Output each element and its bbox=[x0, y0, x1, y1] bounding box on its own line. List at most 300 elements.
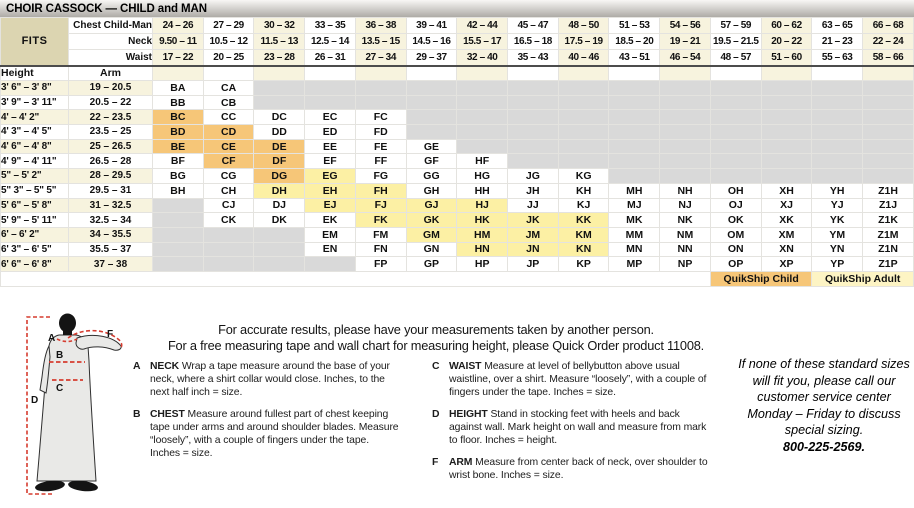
no-size-cell bbox=[153, 257, 204, 272]
measure-range: 24 – 26 bbox=[153, 18, 204, 34]
no-size-cell bbox=[660, 154, 711, 169]
measure-range: 17 – 22 bbox=[153, 50, 204, 66]
measure-range: 15.5 – 17 bbox=[457, 34, 508, 50]
size-code-CD: CD bbox=[203, 125, 254, 140]
size-code-EF: EF bbox=[305, 154, 356, 169]
measure-range: 13.5 – 15 bbox=[355, 34, 406, 50]
no-size-cell bbox=[609, 125, 660, 140]
size-code-GM: GM bbox=[406, 227, 457, 242]
height-range: 5' 6" – 5' 8" bbox=[1, 198, 69, 213]
no-size-cell bbox=[609, 169, 660, 184]
size-code-XH: XH bbox=[761, 183, 812, 198]
measure-range: 21 – 23 bbox=[812, 34, 863, 50]
measure-range: 11.5 – 13 bbox=[254, 34, 305, 50]
no-size-cell bbox=[406, 81, 457, 96]
no-size-cell bbox=[508, 95, 559, 110]
size-code-EJ: EJ bbox=[305, 198, 356, 213]
marker-c-label: C bbox=[56, 383, 64, 394]
height-range: 6' – 6' 2" bbox=[1, 227, 69, 242]
no-size-cell bbox=[761, 110, 812, 125]
size-code-FD: FD bbox=[355, 125, 406, 140]
size-code-JH: JH bbox=[508, 183, 559, 198]
no-size-cell bbox=[203, 227, 254, 242]
header-spacer-cell bbox=[153, 66, 204, 81]
no-size-cell bbox=[254, 242, 305, 257]
no-size-cell bbox=[812, 81, 863, 96]
size-code-DK: DK bbox=[254, 213, 305, 228]
instruction-chest: B CHEST Measure around fullest part of chest keeping tape under arms and around shoulder blades. Measure “loosely”, with a couple of fingers under the tape. Inches = size. bbox=[133, 409, 399, 459]
no-size-cell bbox=[558, 81, 609, 96]
size-code-NH: NH bbox=[660, 183, 711, 198]
no-size-cell bbox=[710, 110, 761, 125]
size-code-NJ: NJ bbox=[660, 198, 711, 213]
size-code-ED: ED bbox=[305, 125, 356, 140]
size-code-ON: ON bbox=[710, 242, 761, 257]
no-size-cell bbox=[660, 125, 711, 140]
size-code-Z1J: Z1J bbox=[863, 198, 914, 213]
size-code-FF: FF bbox=[355, 154, 406, 169]
size-code-YN: YN bbox=[812, 242, 863, 257]
header-spacer-cell bbox=[710, 66, 761, 81]
no-size-cell bbox=[812, 95, 863, 110]
instructions-column-right bbox=[432, 360, 710, 491]
no-size-cell bbox=[812, 169, 863, 184]
instruction-height: D HEIGHT Stand in stocking feet with heels and back against wall. Mark height on wall and measure from mark to floor. Inches = height. bbox=[432, 409, 707, 446]
size-code-EM: EM bbox=[305, 227, 356, 242]
no-size-cell bbox=[761, 169, 812, 184]
no-size-cell bbox=[203, 242, 254, 257]
size-code-CK: CK bbox=[203, 213, 254, 228]
arm-range: 32.5 – 34 bbox=[69, 213, 153, 228]
no-size-cell bbox=[812, 139, 863, 154]
size-code-JP: JP bbox=[508, 257, 559, 272]
no-size-cell bbox=[812, 125, 863, 140]
no-size-cell bbox=[305, 257, 356, 272]
no-size-cell bbox=[508, 81, 559, 96]
size-code-BE: BE bbox=[153, 139, 204, 154]
no-size-cell bbox=[761, 139, 812, 154]
no-size-cell bbox=[710, 154, 761, 169]
instruction-key: D bbox=[432, 409, 440, 420]
no-size-cell bbox=[305, 95, 356, 110]
no-size-cell bbox=[254, 227, 305, 242]
no-size-cell bbox=[254, 95, 305, 110]
height-range: 5" – 5' 2" bbox=[1, 169, 69, 184]
size-code-GK: GK bbox=[406, 213, 457, 228]
fits-label: FITS bbox=[1, 18, 69, 66]
instruction-key: F bbox=[432, 457, 439, 468]
size-code-BB: BB bbox=[153, 95, 204, 110]
size-code-BF: BF bbox=[153, 154, 204, 169]
size-code-GF: GF bbox=[406, 154, 457, 169]
height-range: 6' 6" – 6' 8" bbox=[1, 257, 69, 272]
no-size-cell bbox=[761, 154, 812, 169]
height-range: 4' – 4' 2" bbox=[1, 110, 69, 125]
page-title: CHOIR CASSOCK — CHILD and MAN bbox=[6, 2, 207, 15]
no-size-cell bbox=[457, 95, 508, 110]
measure-range: 16.5 – 18 bbox=[508, 34, 559, 50]
no-size-cell bbox=[609, 139, 660, 154]
quikship-adult-legend: QuikShip Adult bbox=[812, 271, 914, 286]
measure-range: 63 – 65 bbox=[812, 18, 863, 34]
no-size-cell bbox=[812, 154, 863, 169]
measure-range: 9.50 – 11 bbox=[153, 34, 204, 50]
no-size-cell bbox=[558, 95, 609, 110]
size-code-BH: BH bbox=[153, 183, 204, 198]
no-size-cell bbox=[558, 139, 609, 154]
size-code-BA: BA bbox=[153, 81, 204, 96]
size-code-MP: MP bbox=[609, 257, 660, 272]
measure-range: 42 – 44 bbox=[457, 18, 508, 34]
size-code-MJ: MJ bbox=[609, 198, 660, 213]
size-code-KH: KH bbox=[558, 183, 609, 198]
size-code-NK: NK bbox=[660, 213, 711, 228]
size-code-OK: OK bbox=[710, 213, 761, 228]
measure-range: 46 – 54 bbox=[660, 50, 711, 66]
measure-range: 10.5 – 12 bbox=[203, 34, 254, 50]
marker-b-label: B bbox=[56, 350, 64, 361]
size-code-Z1H: Z1H bbox=[863, 183, 914, 198]
measure-range: 35 – 43 bbox=[508, 50, 559, 66]
instruction-key: A bbox=[133, 361, 141, 372]
size-code-CA: CA bbox=[203, 81, 254, 96]
header-spacer-cell bbox=[355, 66, 406, 81]
size-code-FM: FM bbox=[355, 227, 406, 242]
measure-range: 55 – 63 bbox=[812, 50, 863, 66]
arm-range: 37 – 38 bbox=[69, 257, 153, 272]
special-sizing-note bbox=[735, 356, 913, 455]
no-size-cell bbox=[558, 154, 609, 169]
measuring-instructions-section bbox=[0, 309, 914, 508]
height-range: 4' 9" – 4' 11" bbox=[1, 154, 69, 169]
size-code-CB: CB bbox=[203, 95, 254, 110]
marker-a-label: A bbox=[48, 333, 56, 344]
no-size-cell bbox=[660, 95, 711, 110]
arm-range: 35.5 – 37 bbox=[69, 242, 153, 257]
measure-row-label: Neck bbox=[69, 34, 153, 50]
no-size-cell bbox=[660, 110, 711, 125]
no-size-cell bbox=[508, 154, 559, 169]
no-size-cell bbox=[660, 169, 711, 184]
legend-spacer bbox=[1, 271, 711, 286]
size-code-OM: OM bbox=[710, 227, 761, 242]
size-code-DC: DC bbox=[254, 110, 305, 125]
size-code-GN: GN bbox=[406, 242, 457, 257]
no-size-cell bbox=[812, 110, 863, 125]
arm-range: 20.5 – 22 bbox=[69, 95, 153, 110]
no-size-cell bbox=[710, 125, 761, 140]
no-size-cell bbox=[863, 154, 914, 169]
size-code-KP: KP bbox=[558, 257, 609, 272]
size-code-EG: EG bbox=[305, 169, 356, 184]
no-size-cell bbox=[660, 139, 711, 154]
measure-range: 51 – 53 bbox=[609, 18, 660, 34]
size-code-EC: EC bbox=[305, 110, 356, 125]
header-spacer-cell bbox=[812, 66, 863, 81]
no-size-cell bbox=[457, 81, 508, 96]
measure-range: 22 – 24 bbox=[863, 34, 914, 50]
instruction-term: ARM bbox=[449, 457, 476, 468]
measure-range: 33 – 35 bbox=[305, 18, 356, 34]
marker-d-label: D bbox=[31, 395, 39, 406]
size-code-JJ: JJ bbox=[508, 198, 559, 213]
arm-range: 19 – 20.5 bbox=[69, 81, 153, 96]
instruction-term: NECK bbox=[150, 361, 182, 372]
measure-range: 12.5 – 14 bbox=[305, 34, 356, 50]
arm-range: 23.5 – 25 bbox=[69, 125, 153, 140]
size-code-EN: EN bbox=[305, 242, 356, 257]
height-range: 5' 9" – 5' 11" bbox=[1, 213, 69, 228]
measure-range: 19 – 21 bbox=[660, 34, 711, 50]
instructions-column-left bbox=[133, 360, 401, 469]
no-size-cell bbox=[254, 81, 305, 96]
no-size-cell bbox=[153, 198, 204, 213]
measure-range: 45 – 47 bbox=[508, 18, 559, 34]
measure-range: 26 – 31 bbox=[305, 50, 356, 66]
size-code-CC: CC bbox=[203, 110, 254, 125]
size-code-EK: EK bbox=[305, 213, 356, 228]
size-code-MM: MM bbox=[609, 227, 660, 242]
height-range: 3' 6" – 3' 8" bbox=[1, 81, 69, 96]
size-code-OJ: OJ bbox=[710, 198, 761, 213]
size-code-Z1N: Z1N bbox=[863, 242, 914, 257]
no-size-cell bbox=[761, 125, 812, 140]
no-size-cell bbox=[558, 110, 609, 125]
measurement-figure bbox=[4, 313, 136, 508]
no-size-cell bbox=[710, 169, 761, 184]
size-code-FK: FK bbox=[355, 213, 406, 228]
size-code-KJ: KJ bbox=[558, 198, 609, 213]
no-size-cell bbox=[254, 257, 305, 272]
no-size-cell bbox=[609, 110, 660, 125]
size-code-HG: HG bbox=[457, 169, 508, 184]
no-size-cell bbox=[457, 139, 508, 154]
arm-range: 28 – 29.5 bbox=[69, 169, 153, 184]
no-size-cell bbox=[761, 81, 812, 96]
size-code-DG: DG bbox=[254, 169, 305, 184]
arm-range: 34 – 35.5 bbox=[69, 227, 153, 242]
measure-range: 58 – 66 bbox=[863, 50, 914, 66]
size-code-JG: JG bbox=[508, 169, 559, 184]
measure-range: 36 – 38 bbox=[355, 18, 406, 34]
size-code-HJ: HJ bbox=[457, 198, 508, 213]
no-size-cell bbox=[508, 110, 559, 125]
no-size-cell bbox=[508, 139, 559, 154]
size-code-JM: JM bbox=[508, 227, 559, 242]
size-code-JK: JK bbox=[508, 213, 559, 228]
no-size-cell bbox=[558, 125, 609, 140]
size-code-GE: GE bbox=[406, 139, 457, 154]
size-code-XN: XN bbox=[761, 242, 812, 257]
no-size-cell bbox=[863, 139, 914, 154]
measure-range: 57 – 59 bbox=[710, 18, 761, 34]
size-code-XJ: XJ bbox=[761, 198, 812, 213]
size-code-CF: CF bbox=[203, 154, 254, 169]
size-code-DE: DE bbox=[254, 139, 305, 154]
size-code-FJ: FJ bbox=[355, 198, 406, 213]
size-code-HM: HM bbox=[457, 227, 508, 242]
measure-range: 39 – 41 bbox=[406, 18, 457, 34]
size-code-OH: OH bbox=[710, 183, 761, 198]
size-code-NP: NP bbox=[660, 257, 711, 272]
size-code-FP: FP bbox=[355, 257, 406, 272]
measure-range: 60 – 62 bbox=[761, 18, 812, 34]
instruction-neck: A NECK Wrap a tape measure around the base of your neck, where a shirt collar would close. Inches, to the next half inch = size. bbox=[133, 361, 390, 398]
measure-range: 30 – 32 bbox=[254, 18, 305, 34]
size-code-HF: HF bbox=[457, 154, 508, 169]
intro-line-1: For accurate results, please have your measurements taken by another person. bbox=[218, 322, 654, 337]
size-code-BC: BC bbox=[153, 110, 204, 125]
size-code-YH: YH bbox=[812, 183, 863, 198]
size-code-EE: EE bbox=[305, 139, 356, 154]
size-code-KM: KM bbox=[558, 227, 609, 242]
instruction-term: CHEST bbox=[150, 409, 188, 420]
instruction-term: WAIST bbox=[449, 361, 485, 372]
instruction-key: C bbox=[432, 361, 440, 372]
arm-column-header: Arm bbox=[69, 66, 153, 81]
size-code-XM: XM bbox=[761, 227, 812, 242]
marker-f-label: F bbox=[107, 329, 114, 340]
measure-range: 27 – 29 bbox=[203, 18, 254, 34]
size-code-HK: HK bbox=[457, 213, 508, 228]
size-code-DF: DF bbox=[254, 154, 305, 169]
intro-text bbox=[136, 322, 736, 353]
arm-range: 31 – 32.5 bbox=[69, 198, 153, 213]
header-spacer-cell bbox=[609, 66, 660, 81]
measure-range: 54 – 56 bbox=[660, 18, 711, 34]
size-code-FH: FH bbox=[355, 183, 406, 198]
header-spacer-cell bbox=[863, 66, 914, 81]
no-size-cell bbox=[457, 110, 508, 125]
no-size-cell bbox=[153, 242, 204, 257]
measure-range: 23 – 28 bbox=[254, 50, 305, 66]
no-size-cell bbox=[660, 81, 711, 96]
no-size-cell bbox=[203, 257, 254, 272]
header-spacer-cell bbox=[203, 66, 254, 81]
figure-head bbox=[59, 314, 76, 333]
measure-range: 51 – 60 bbox=[761, 50, 812, 66]
chart-title-bar bbox=[0, 0, 914, 17]
measure-row-label: Waist bbox=[69, 50, 153, 66]
height-range: 5" 3" – 5" 5" bbox=[1, 183, 69, 198]
size-code-CE: CE bbox=[203, 139, 254, 154]
size-code-Z1M: Z1M bbox=[863, 227, 914, 242]
size-code-KG: KG bbox=[558, 169, 609, 184]
no-size-cell bbox=[863, 110, 914, 125]
size-code-GG: GG bbox=[406, 169, 457, 184]
no-size-cell bbox=[863, 125, 914, 140]
instruction-waist: C WAIST Measure at level of bellybutton above usual waistline, over a shirt. Measure “loosely”, with a couple of fingers under the tape. Inches = size. bbox=[432, 361, 707, 398]
measure-range: 40 – 46 bbox=[558, 50, 609, 66]
size-code-GJ: GJ bbox=[406, 198, 457, 213]
no-size-cell bbox=[609, 95, 660, 110]
header-spacer-cell bbox=[254, 66, 305, 81]
size-code-GH: GH bbox=[406, 183, 457, 198]
special-note-text: If none of these standard sizes will fit you, please call our customer service center Monday – Friday to discuss special sizing. bbox=[738, 357, 910, 437]
measure-range: 43 – 51 bbox=[609, 50, 660, 66]
size-code-MN: MN bbox=[609, 242, 660, 257]
measure-range: 32 – 40 bbox=[457, 50, 508, 66]
arm-range: 26.5 – 28 bbox=[69, 154, 153, 169]
measure-range: 14.5 – 16 bbox=[406, 34, 457, 50]
size-code-YM: YM bbox=[812, 227, 863, 242]
instruction-key: B bbox=[133, 409, 141, 420]
size-code-FG: FG bbox=[355, 169, 406, 184]
size-code-DD: DD bbox=[254, 125, 305, 140]
header-spacer-cell bbox=[660, 66, 711, 81]
size-code-BD: BD bbox=[153, 125, 204, 140]
arm-range: 22 – 23.5 bbox=[69, 110, 153, 125]
measure-range: 20 – 22 bbox=[761, 34, 812, 50]
measure-range: 27 – 34 bbox=[355, 50, 406, 66]
size-chart-table bbox=[0, 17, 914, 287]
size-code-FC: FC bbox=[355, 110, 406, 125]
height-range: 6' 3" – 6' 5" bbox=[1, 242, 69, 257]
size-code-HP: HP bbox=[457, 257, 508, 272]
measure-range: 29 – 37 bbox=[406, 50, 457, 66]
no-size-cell bbox=[710, 139, 761, 154]
no-size-cell bbox=[406, 110, 457, 125]
arm-range: 25 – 26.5 bbox=[69, 139, 153, 154]
size-code-NN: NN bbox=[660, 242, 711, 257]
size-code-HN: HN bbox=[457, 242, 508, 257]
size-code-DH: DH bbox=[254, 183, 305, 198]
size-code-HH: HH bbox=[457, 183, 508, 198]
size-code-Z1K: Z1K bbox=[863, 213, 914, 228]
customer-service-phone: 800-225-2569. bbox=[783, 439, 865, 454]
size-code-YJ: YJ bbox=[812, 198, 863, 213]
size-code-FN: FN bbox=[355, 242, 406, 257]
no-size-cell bbox=[863, 81, 914, 96]
no-size-cell bbox=[305, 81, 356, 96]
no-size-cell bbox=[710, 81, 761, 96]
no-size-cell bbox=[710, 95, 761, 110]
size-code-CJ: CJ bbox=[203, 198, 254, 213]
size-code-CH: CH bbox=[203, 183, 254, 198]
measure-row-label: Chest Child-Man bbox=[69, 18, 153, 34]
size-code-XP: XP bbox=[761, 257, 812, 272]
measure-range: 48 – 50 bbox=[558, 18, 609, 34]
instruction-arm: F ARM Measure from center back of neck, over shoulder to wrist bone. Inches = size. bbox=[432, 457, 708, 481]
size-code-BG: BG bbox=[153, 169, 204, 184]
size-code-MK: MK bbox=[609, 213, 660, 228]
measure-range: 66 – 68 bbox=[863, 18, 914, 34]
size-code-MH: MH bbox=[609, 183, 660, 198]
header-spacer-cell bbox=[406, 66, 457, 81]
no-size-cell bbox=[355, 81, 406, 96]
size-code-NM: NM bbox=[660, 227, 711, 242]
size-code-DJ: DJ bbox=[254, 198, 305, 213]
header-spacer-cell bbox=[558, 66, 609, 81]
size-code-YK: YK bbox=[812, 213, 863, 228]
size-code-OP: OP bbox=[710, 257, 761, 272]
arm-range: 29.5 – 31 bbox=[69, 183, 153, 198]
header-spacer-cell bbox=[508, 66, 559, 81]
no-size-cell bbox=[609, 81, 660, 96]
size-code-Z1P: Z1P bbox=[863, 257, 914, 272]
measure-range: 48 – 57 bbox=[710, 50, 761, 66]
height-range: 4' 6" – 4' 8" bbox=[1, 139, 69, 154]
header-spacer-cell bbox=[305, 66, 356, 81]
header-spacer-cell bbox=[457, 66, 508, 81]
no-size-cell bbox=[355, 95, 406, 110]
instruction-term: HEIGHT bbox=[449, 409, 491, 420]
height-range: 3' 9" – 3' 11" bbox=[1, 95, 69, 110]
no-size-cell bbox=[761, 95, 812, 110]
quikship-child-legend: QuikShip Child bbox=[710, 271, 811, 286]
no-size-cell bbox=[406, 95, 457, 110]
height-column-header: Height bbox=[1, 66, 69, 81]
